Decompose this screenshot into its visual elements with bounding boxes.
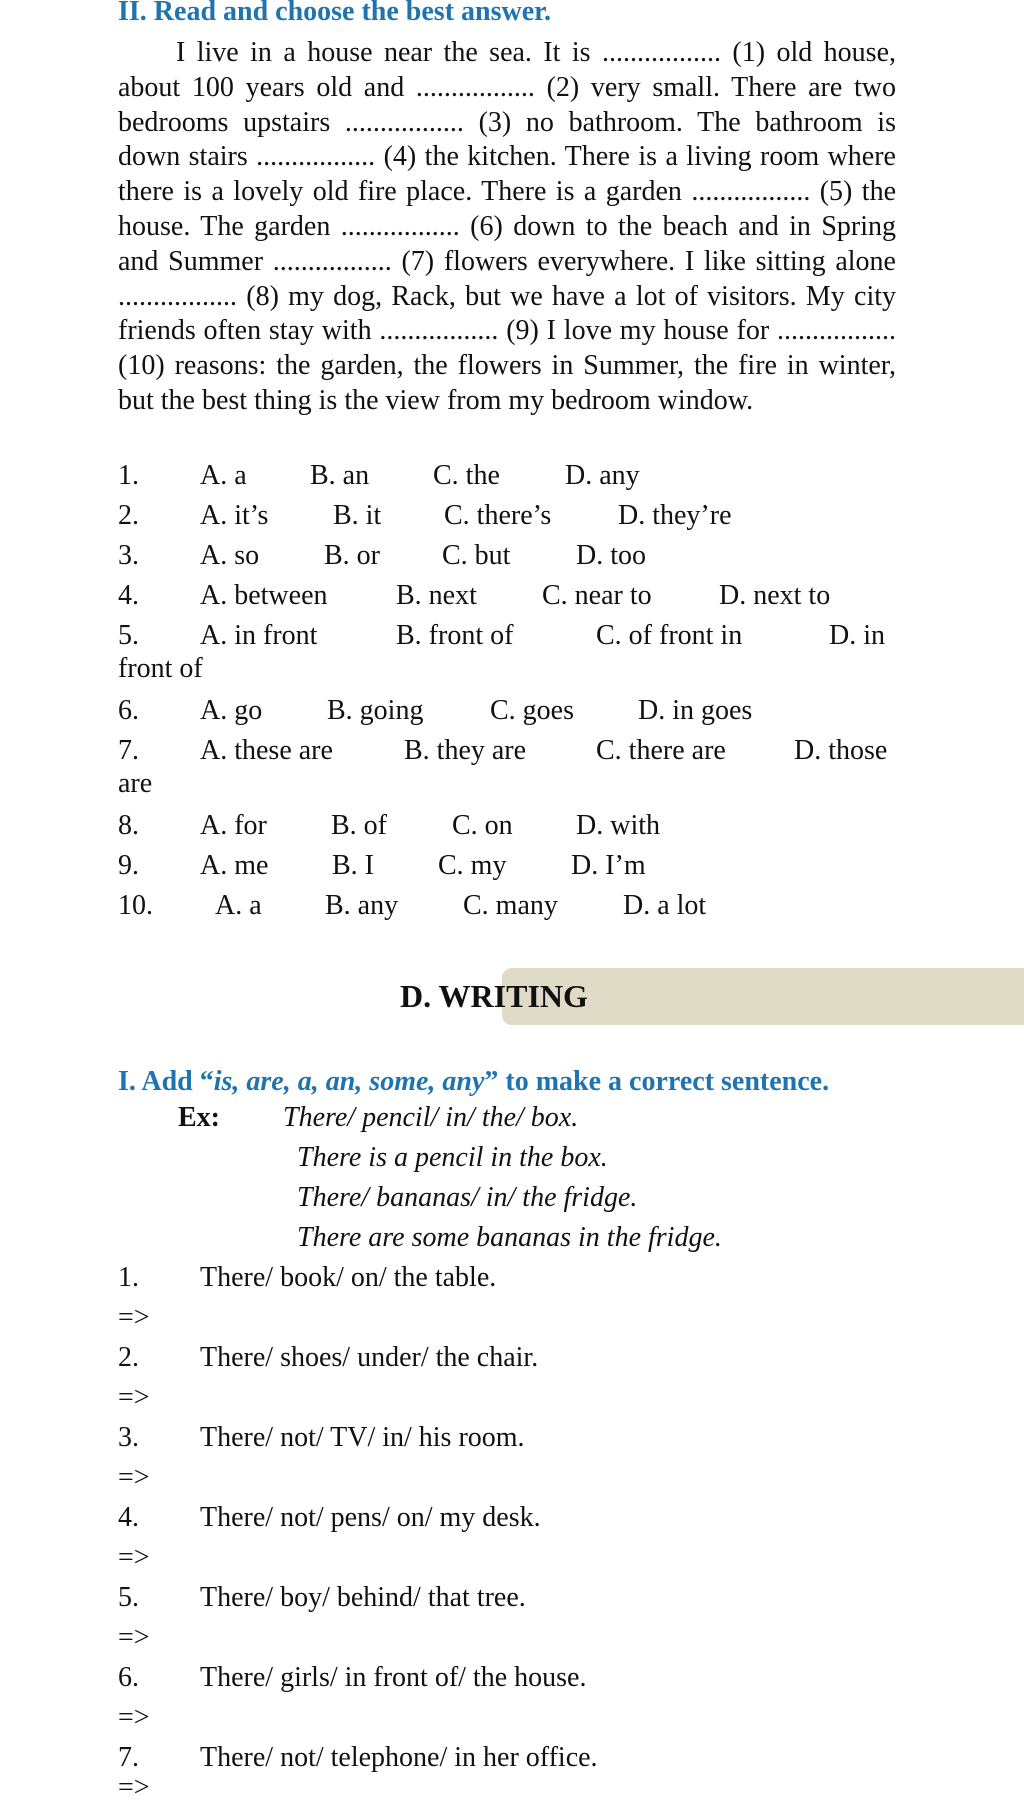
option-c: C. many <box>463 890 558 921</box>
option-b: B. next <box>396 580 477 611</box>
option-b: B. going <box>327 695 424 726</box>
question-number: 7. <box>118 735 139 766</box>
question-number: 8. <box>118 810 139 841</box>
option-d: D. I’m <box>571 850 646 881</box>
question-number: 9. <box>118 850 139 881</box>
option-a: A. a <box>215 890 262 921</box>
answer-arrow: => <box>118 1622 150 1653</box>
question-number: 5. <box>118 620 139 651</box>
option-c: C. there are <box>596 735 726 766</box>
section-heading-read: II. Read and choose the best answer. <box>118 0 552 27</box>
question-number: 4. <box>118 580 139 611</box>
option-c: C. on <box>452 810 513 841</box>
option-b: B. front of <box>396 620 514 651</box>
question-number: 3. <box>118 540 139 571</box>
option-a: A. in front <box>200 620 318 651</box>
option-a: A. so <box>200 540 260 571</box>
example-prompt: There/ pencil/ in/ the/ box. <box>283 1102 579 1133</box>
item-number: 4. <box>118 1502 139 1533</box>
item-number: 2. <box>118 1342 139 1373</box>
option-d: D. with <box>576 810 660 841</box>
option-d-wrap: are <box>118 768 153 799</box>
item-number: 5. <box>118 1582 139 1613</box>
option-d: D. any <box>565 460 640 491</box>
item-text: There/ boy/ behind/ that tree. <box>200 1582 526 1613</box>
heading-keywords: is, are, a, an, some, any <box>213 1066 485 1097</box>
option-b: B. they are <box>404 735 527 766</box>
item-number: 1. <box>118 1262 139 1293</box>
answer-arrow: => <box>118 1542 150 1573</box>
question-number: 2. <box>118 500 139 531</box>
option-d: D. in goes <box>638 695 753 726</box>
writing-section-title: D. WRITING <box>400 978 588 1014</box>
option-d: D. too <box>576 540 646 571</box>
item-text: There/ not/ pens/ on/ my desk. <box>200 1502 541 1533</box>
answer-arrow: => <box>118 1702 150 1733</box>
question-number: 1. <box>118 460 139 491</box>
option-c: C. of front in <box>596 620 743 651</box>
item-text: There/ book/ on/ the table. <box>200 1262 497 1293</box>
example-label: Ex: <box>178 1102 220 1133</box>
option-a: A. me <box>200 850 269 881</box>
option-a: A. go <box>200 695 263 726</box>
question-number: 10. <box>118 890 153 921</box>
example-answer: There are some bananas in the fridge. <box>297 1222 722 1253</box>
answer-arrow: => <box>118 1302 150 1333</box>
option-d-wrap: front of <box>118 653 203 684</box>
example-answer: There is a pencil in the box. <box>297 1142 608 1173</box>
item-text: There/ girls/ in front of/ the house. <box>200 1662 587 1693</box>
option-b: B. I <box>332 850 374 881</box>
option-b: B. or <box>324 540 380 571</box>
item-text: There/ not/ telephone/ in her office. <box>200 1742 598 1773</box>
option-c: C. near to <box>542 580 652 611</box>
option-d: D. next to <box>719 580 831 611</box>
option-d: D. in <box>829 620 885 651</box>
item-number: 7. <box>118 1742 139 1773</box>
option-a: A. for <box>200 810 267 841</box>
option-c: C. but <box>442 540 511 571</box>
item-number: 3. <box>118 1422 139 1453</box>
option-b: B. an <box>310 460 370 491</box>
option-d: D. a lot <box>623 890 707 921</box>
question-number: 6. <box>118 695 139 726</box>
option-a: A. these are <box>200 735 333 766</box>
option-a: A. it’s <box>200 500 269 531</box>
heading-prefix: I. Add “ <box>118 1066 214 1097</box>
passage-text: I live in a house near the sea. It is ................. (1) old house, about 100 years old and ................. (2) very small. There are two bedrooms upstairs ................. (3) no bathroom. The bathroom is down stairs ................. (4) the kitchen. There is a living room where there is a lovely old fire place. There is a garden ................. (5) the house. The garden ................. (6) down to the beach and in Spring and Summer ................. (7) flowers everywhere. I like sitting alone ................. (8) my dog, Rack, but we have a lot of visitors. My city friends often stay with ................. (9) I love my house for ................. (10) reasons: the garden, the flowers in Summer, the fire in winter, but the best thing is the view from my bedroom window. <box>118 37 896 416</box>
item-text: There/ shoes/ under/ the chair. <box>200 1342 539 1373</box>
option-c: C. my <box>438 850 507 881</box>
option-d: D. those <box>794 735 888 766</box>
option-b: B. any <box>325 890 399 921</box>
option-c: C. goes <box>490 695 574 726</box>
item-text: There/ not/ TV/ in/ his room. <box>200 1422 525 1453</box>
answer-arrow: => <box>118 1382 150 1413</box>
option-b: B. it <box>333 500 382 531</box>
option-d: D. they’re <box>618 500 732 531</box>
heading-suffix: ” to make a correct sentence. <box>484 1066 830 1097</box>
example-prompt: There/ bananas/ in/ the fridge. <box>297 1182 638 1213</box>
answer-arrow: => <box>118 1772 150 1803</box>
section-heading-add <box>118 1066 829 1098</box>
item-number: 6. <box>118 1662 139 1693</box>
option-a: A. between <box>200 580 328 611</box>
option-c: C. there’s <box>444 500 552 531</box>
option-a: A. a <box>200 460 247 491</box>
answer-arrow: => <box>118 1462 150 1493</box>
option-c: C. the <box>433 460 500 491</box>
reading-passage <box>118 36 896 419</box>
option-b: B. of <box>331 810 387 841</box>
